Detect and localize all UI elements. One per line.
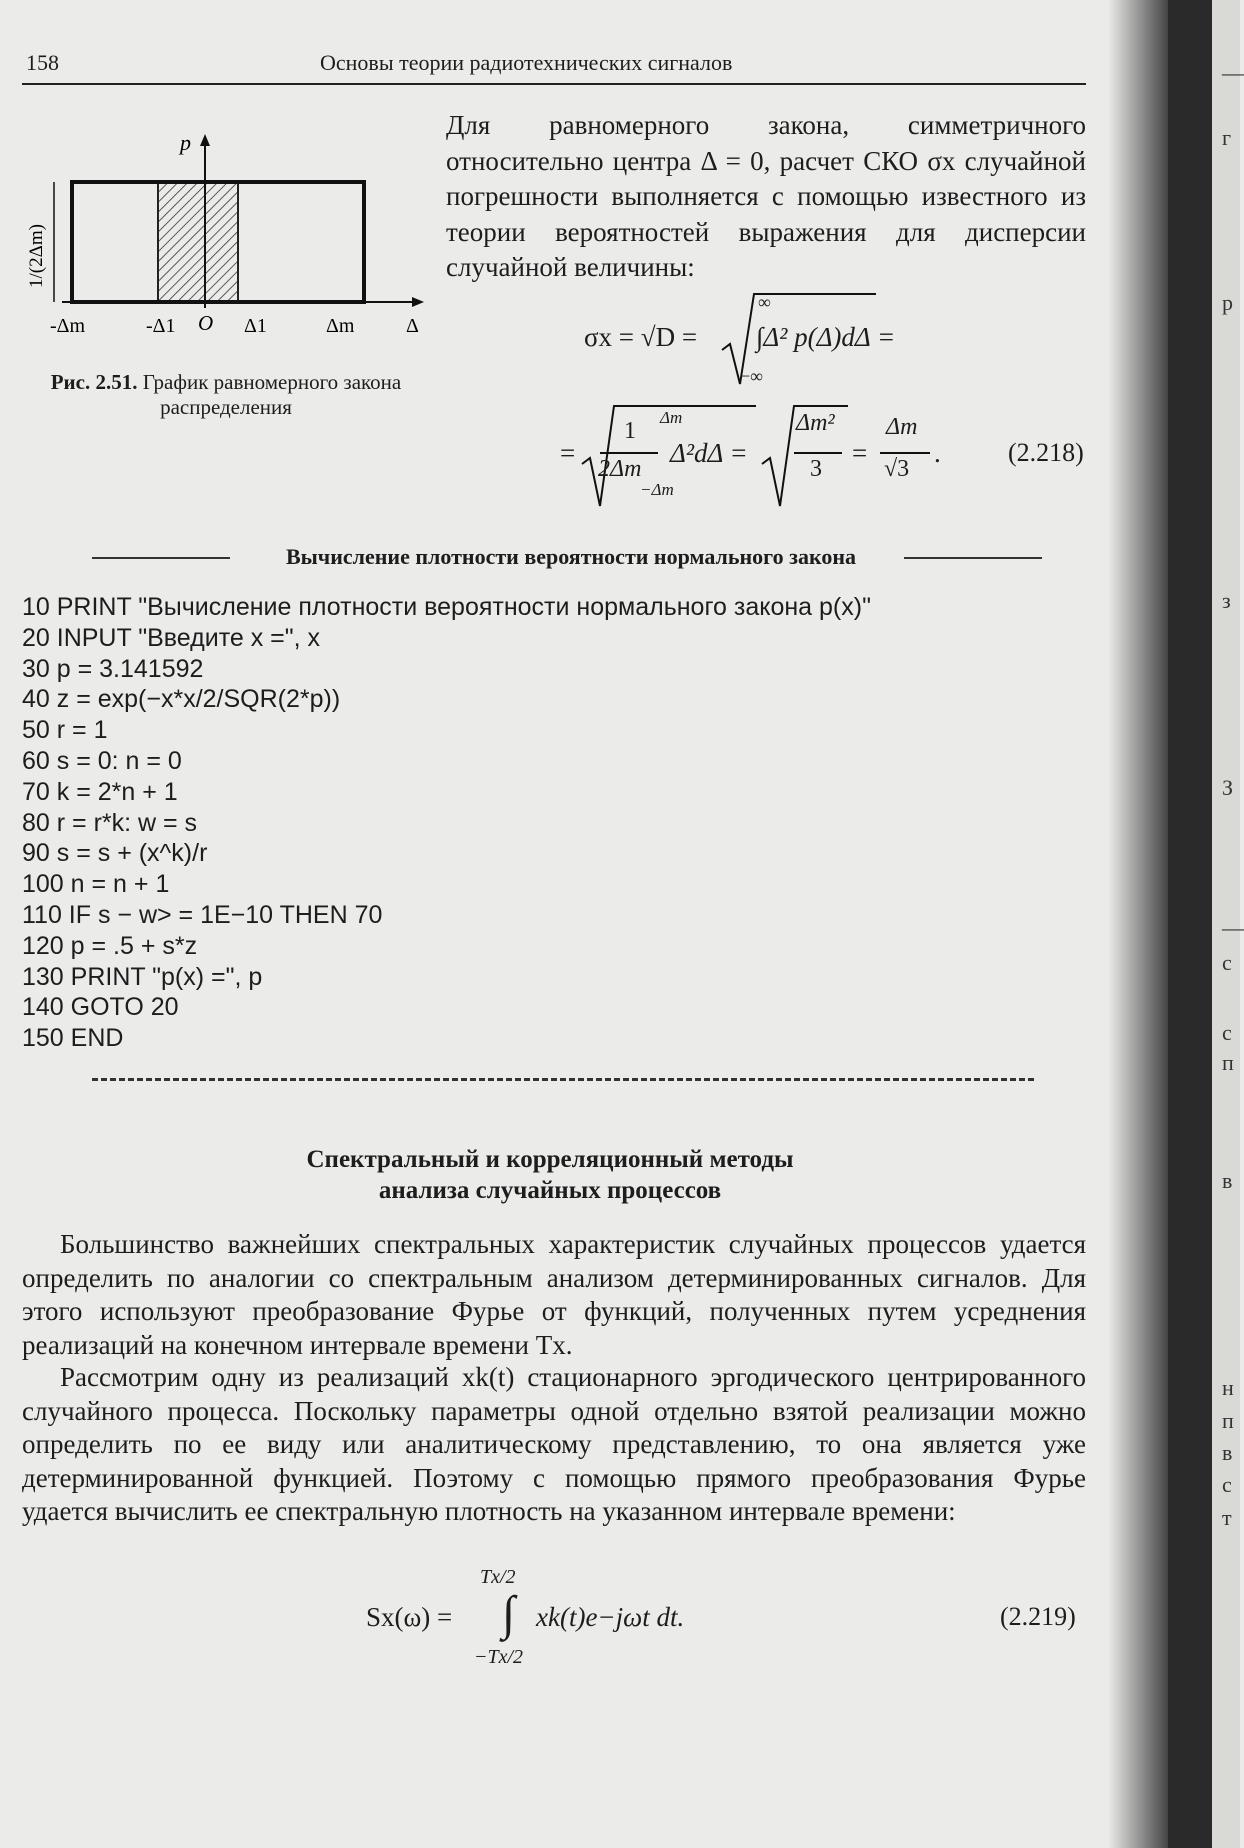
eq218-int-upper: Δm xyxy=(660,408,683,427)
binding-shadow xyxy=(1108,0,1168,1848)
running-title: Основы теории радиотехнических сигналов xyxy=(320,50,733,75)
code-line: 150 END xyxy=(22,1024,124,1053)
adjacent-letter: с xyxy=(1222,1472,1232,1497)
adjacent-letter: в xyxy=(1222,1168,1233,1193)
code-line: 70 k = 2*n + 1 xyxy=(22,777,178,806)
eq218-eq-sign: = xyxy=(560,438,576,468)
code-line: 10 PRINT "Вычисление плотности вероятности нормального закона p(x)" xyxy=(22,593,871,621)
eq218-period: . xyxy=(934,438,941,468)
adjacent-letter: т xyxy=(1222,1505,1232,1530)
eq218-lower-inf: −∞ xyxy=(740,366,763,386)
eq218-eq-sign-2: = xyxy=(852,438,868,468)
tick-label: -Δ1 xyxy=(146,315,176,337)
tick-label: Δm xyxy=(326,315,355,337)
adjacent-letter: — xyxy=(1222,60,1244,85)
caption-text: График равномерного закона распределения xyxy=(142,370,402,419)
tick-label: Δ1 xyxy=(244,315,267,337)
program-title: Вычисление плотности вероятности нормального закона xyxy=(285,544,857,569)
eq219-upper: Tx/2 xyxy=(480,1566,516,1588)
code-line: 40 z = exp(−x*x/2/SQR(2*p)) xyxy=(22,685,341,714)
eq218-result-bar xyxy=(880,452,930,454)
y-axis-arrow xyxy=(200,134,210,146)
figure-caption xyxy=(36,370,416,420)
code-line: 60 s = 0: n = 0 xyxy=(22,746,182,775)
section-title-line: анализа случайных процессов xyxy=(378,1177,722,1204)
hatched-area xyxy=(158,182,238,302)
eq219-integral-sign: ∫ xyxy=(502,1587,516,1640)
paragraph: Рассмотрим одну из реализаций xk(t) стационарного эргодического центрированного случайного процесса. Поскольку параметры одной отдельно взятой реализации можно определить по ее виду или аналитическому представлению, то она является уже детерминированной функцией. Поэтому с помощью прямого преобразования Фурье удается вычислить ее спектральную плотность на указанном интервале времени: xyxy=(22,1362,1086,1527)
code-line: 50 r = 1 xyxy=(22,716,108,745)
eq218-frac-num: 1 xyxy=(624,418,636,444)
adjacent-letter: п xyxy=(1222,1408,1234,1433)
eq218-result-den: √3 xyxy=(884,456,910,482)
eq219-left: Sx(ω) = xyxy=(366,1602,453,1632)
adjacent-letter: с xyxy=(1222,1020,1232,1045)
intro-paragraph: Для равномерного закона, симметричного относительно центра Δ = 0, расчет СКО σx случайной погрешности выполняется с помощью известного из теории вероятностей выражения для дисперсии случайной величины: xyxy=(446,110,1086,282)
eq218-sq-num: Δm² xyxy=(796,410,835,436)
adjacent-letter: р xyxy=(1222,290,1233,315)
tick-label: O xyxy=(198,311,214,335)
eq218-int-lower: −Δm xyxy=(640,480,674,499)
eq218-upper-inf: ∞ xyxy=(758,292,771,312)
axis-p-label: p xyxy=(180,130,191,155)
code-line: 130 PRINT "p(x) =", p xyxy=(22,962,263,991)
eq218-integrand-2: Δ²dΔ = xyxy=(670,438,748,468)
tick-label: -Δm xyxy=(50,315,86,337)
eq218-frac-den: 2Δm xyxy=(598,456,642,482)
uniform-distribution-figure xyxy=(22,120,432,350)
eq218-integrand-1: ∫Δ² p(Δ)dΔ = xyxy=(756,322,896,352)
caption-label: Рис. 2.51. xyxy=(50,370,138,394)
header-rule xyxy=(22,83,1086,85)
code-line: 100 n = n + 1 xyxy=(22,870,170,899)
code-line: 80 r = r*k: w = s xyxy=(22,808,198,837)
adjacent-letter: З xyxy=(1222,775,1234,800)
eq219-lower: −Tx/2 xyxy=(474,1646,524,1668)
code-line: 140 GOTO 20 xyxy=(22,993,179,1022)
y-level-label: 1/(2Δm) xyxy=(26,224,47,288)
eq219-number: (2.219) xyxy=(1000,1602,1076,1631)
adjacent-letter: п xyxy=(1222,1050,1234,1075)
axis-delta-label: Δ xyxy=(406,315,419,337)
paragraph: Большинство важнейших спектральных характеристик случайных процессов удается определить по аналогии со спектральным анализом детерминированных сигналов. Для этого используют преобразование Фурье от функций, полученных путем усреднения реализаций на конечном интервале времени Tx. xyxy=(22,1229,1086,1360)
adjacent-letter: н xyxy=(1222,1375,1234,1400)
adjacent-letter: в xyxy=(1222,1440,1233,1465)
eq218-sq-bar xyxy=(794,452,842,454)
x-axis-arrow xyxy=(412,297,424,307)
eq218-result-num: Δm xyxy=(886,414,918,440)
eq218-number: (2.218) xyxy=(1008,438,1084,467)
page-number: 158 xyxy=(26,50,59,75)
eq219-integrand: xk(t)e−jωt dt. xyxy=(536,1602,685,1632)
program-listing xyxy=(22,592,871,1054)
adjacent-letter: з xyxy=(1222,588,1231,613)
code-line: 30 p = 3.141592 xyxy=(22,654,204,683)
adjacent-letter: г xyxy=(1222,125,1232,150)
code-line: 20 INPUT "Введите x =", x xyxy=(22,623,321,652)
eq218-sq-den: 3 xyxy=(810,456,822,482)
program-box-rule xyxy=(92,1078,1034,1081)
adjacent-letter: с xyxy=(1222,950,1232,975)
code-line: 110 IF s − w> = 1E−10 THEN 70 xyxy=(22,900,383,929)
eq218-frac-bar xyxy=(600,452,658,454)
code-line: 120 p = .5 + s*z xyxy=(22,931,198,960)
code-line: 90 s = s + (x^k)/r xyxy=(22,839,208,868)
adjacent-letter: — xyxy=(1222,915,1244,940)
eq218-line1-left: σx = √D = xyxy=(584,322,698,352)
section-title xyxy=(200,1144,900,1206)
section-title-line: Спектральный и корреляционный методы xyxy=(306,1146,794,1173)
